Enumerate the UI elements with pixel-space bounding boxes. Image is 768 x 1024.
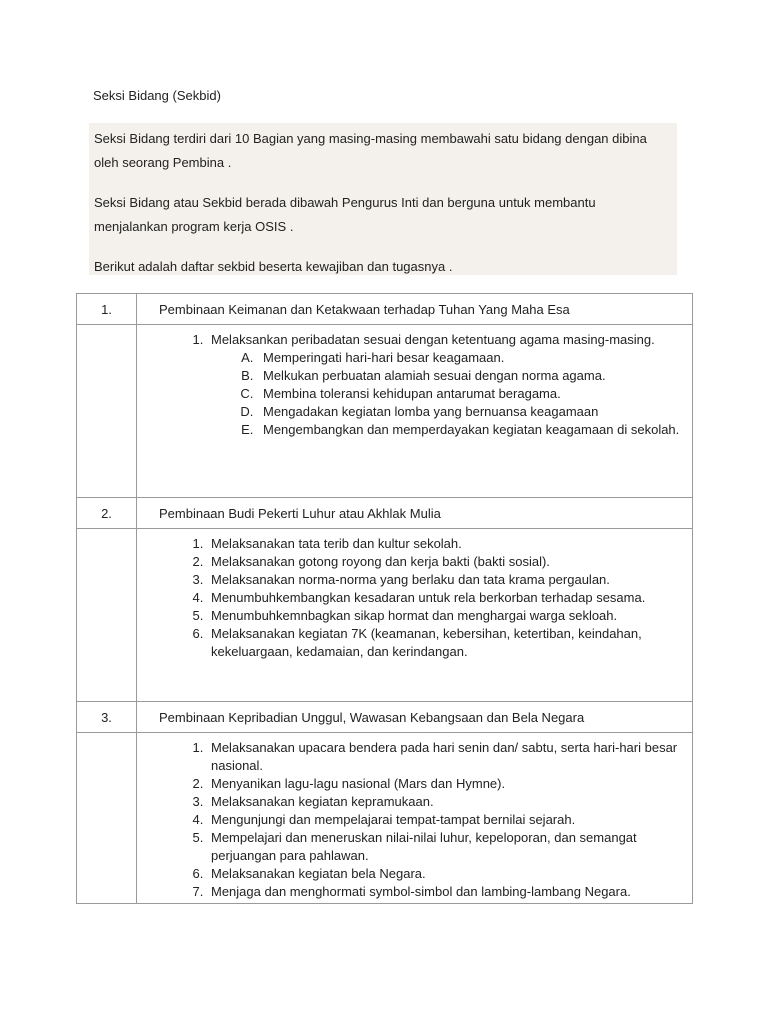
list-item [207, 331, 680, 439]
list-item: 4. Mengunjungi dan mempelajarai tempat-tampat bernilai sejarah. [207, 811, 680, 829]
sub-list-item: A. Memperingati hari-hari besar keagamaan. [257, 349, 680, 367]
page-heading: Seksi Bidang (Sekbid) [93, 88, 221, 103]
sub-duty-list [211, 349, 680, 439]
list-item: 1. Melaksanakan upacara bendera pada hari senin dan/ sabtu, serta hari-hari besar nasional. [207, 739, 680, 775]
intro-paragraph: Seksi Bidang terdiri dari 10 Bagian yang masing-masing membawahi satu bidang dengan dibina oleh seorang Pembina . [94, 131, 647, 170]
list-item: 2. Menyanikan lagu-lagu nasional (Mars dan Hymne). [207, 775, 680, 793]
sub-list-item: B. Melkukan perbuatan alamiah sesuai dengan norma agama. [257, 367, 680, 385]
duty-list [137, 739, 680, 901]
list-item-text: Melaksankan peribadatan sesuai dengan ketentuang agama masing-masing. [211, 332, 655, 347]
section-number: 3. [77, 702, 137, 733]
section-header-row [77, 294, 693, 325]
section-title: Pembinaan Budi Pekerti Luhur atau Akhlak Mulia [137, 498, 693, 529]
section-header-row [77, 702, 693, 733]
section-header-row [77, 498, 693, 529]
sub-list-item: C. Membina toleransi kehidupan antarumat beragama. [257, 385, 680, 403]
sub-list-item: D. Mengadakan kegiatan lomba yang bernuansa keagamaan [257, 403, 680, 421]
empty-cell [77, 529, 137, 702]
section-number: 1. [77, 294, 137, 325]
sub-list-item: E. Mengembangkan dan memperdayakan kegiatan keagamaan di sekolah. [257, 421, 680, 439]
section-number: 2. [77, 498, 137, 529]
list-item: 3. Melaksanakan kegiatan kepramukaan. [207, 793, 680, 811]
intro-paragraph: Berikut adalah daftar sekbid beserta kewajiban dan tugasnya . [94, 259, 453, 274]
list-item: 4. Menumbuhkembangkan kesadaran untuk rela berkorban terhadap sesama. [207, 589, 680, 607]
section-body [137, 325, 693, 498]
list-item: 5. Mempelajari dan meneruskan nilai-nilai luhur, kepeloporan, dan semangat perjuangan para pahlawan. [207, 829, 680, 865]
section-title: Pembinaan Kepribadian Unggul, Wawasan Kebangsaan dan Bela Negara [137, 702, 693, 733]
list-item: 2. Melaksanakan gotong royong dan kerja bakti (bakti sosial). [207, 553, 680, 571]
section-body [137, 529, 693, 702]
list-item: 7. Menjaga dan menghormati symbol-simbol dan lambing-lambang Negara. [207, 883, 680, 901]
intro-paragraph: Seksi Bidang atau Sekbid berada dibawah Pengurus Inti dan berguna untuk membantu menjalankan program kerja OSIS . [94, 195, 596, 234]
empty-cell [77, 733, 137, 904]
duty-list [137, 331, 680, 439]
intro-box [89, 123, 677, 275]
section-body-row [77, 733, 693, 904]
list-item: 5. Menumbuhkemnbagkan sikap hormat dan menghargai warga sekloah. [207, 607, 680, 625]
list-item: 3. Melaksanakan norma-norma yang berlaku dan tata krama pergaulan. [207, 571, 680, 589]
section-title: Pembinaan Keimanan dan Ketakwaan terhadap Tuhan Yang Maha Esa [137, 294, 693, 325]
section-body [137, 733, 693, 904]
duty-list [137, 535, 680, 661]
section-body-row [77, 529, 693, 702]
list-item: 6. Melaksanakan kegiatan 7K (keamanan, kebersihan, ketertiban, keindahan, kekeluargaan, kedamaian, dan kerindangan. [207, 625, 680, 661]
section-body-row [77, 325, 693, 498]
list-item: 1. Melaksanakan tata terib dan kultur sekolah. [207, 535, 680, 553]
list-item: 6. Melaksanakan kegiatan bela Negara. [207, 865, 680, 883]
empty-cell [77, 325, 137, 498]
sekbid-table [76, 293, 693, 904]
